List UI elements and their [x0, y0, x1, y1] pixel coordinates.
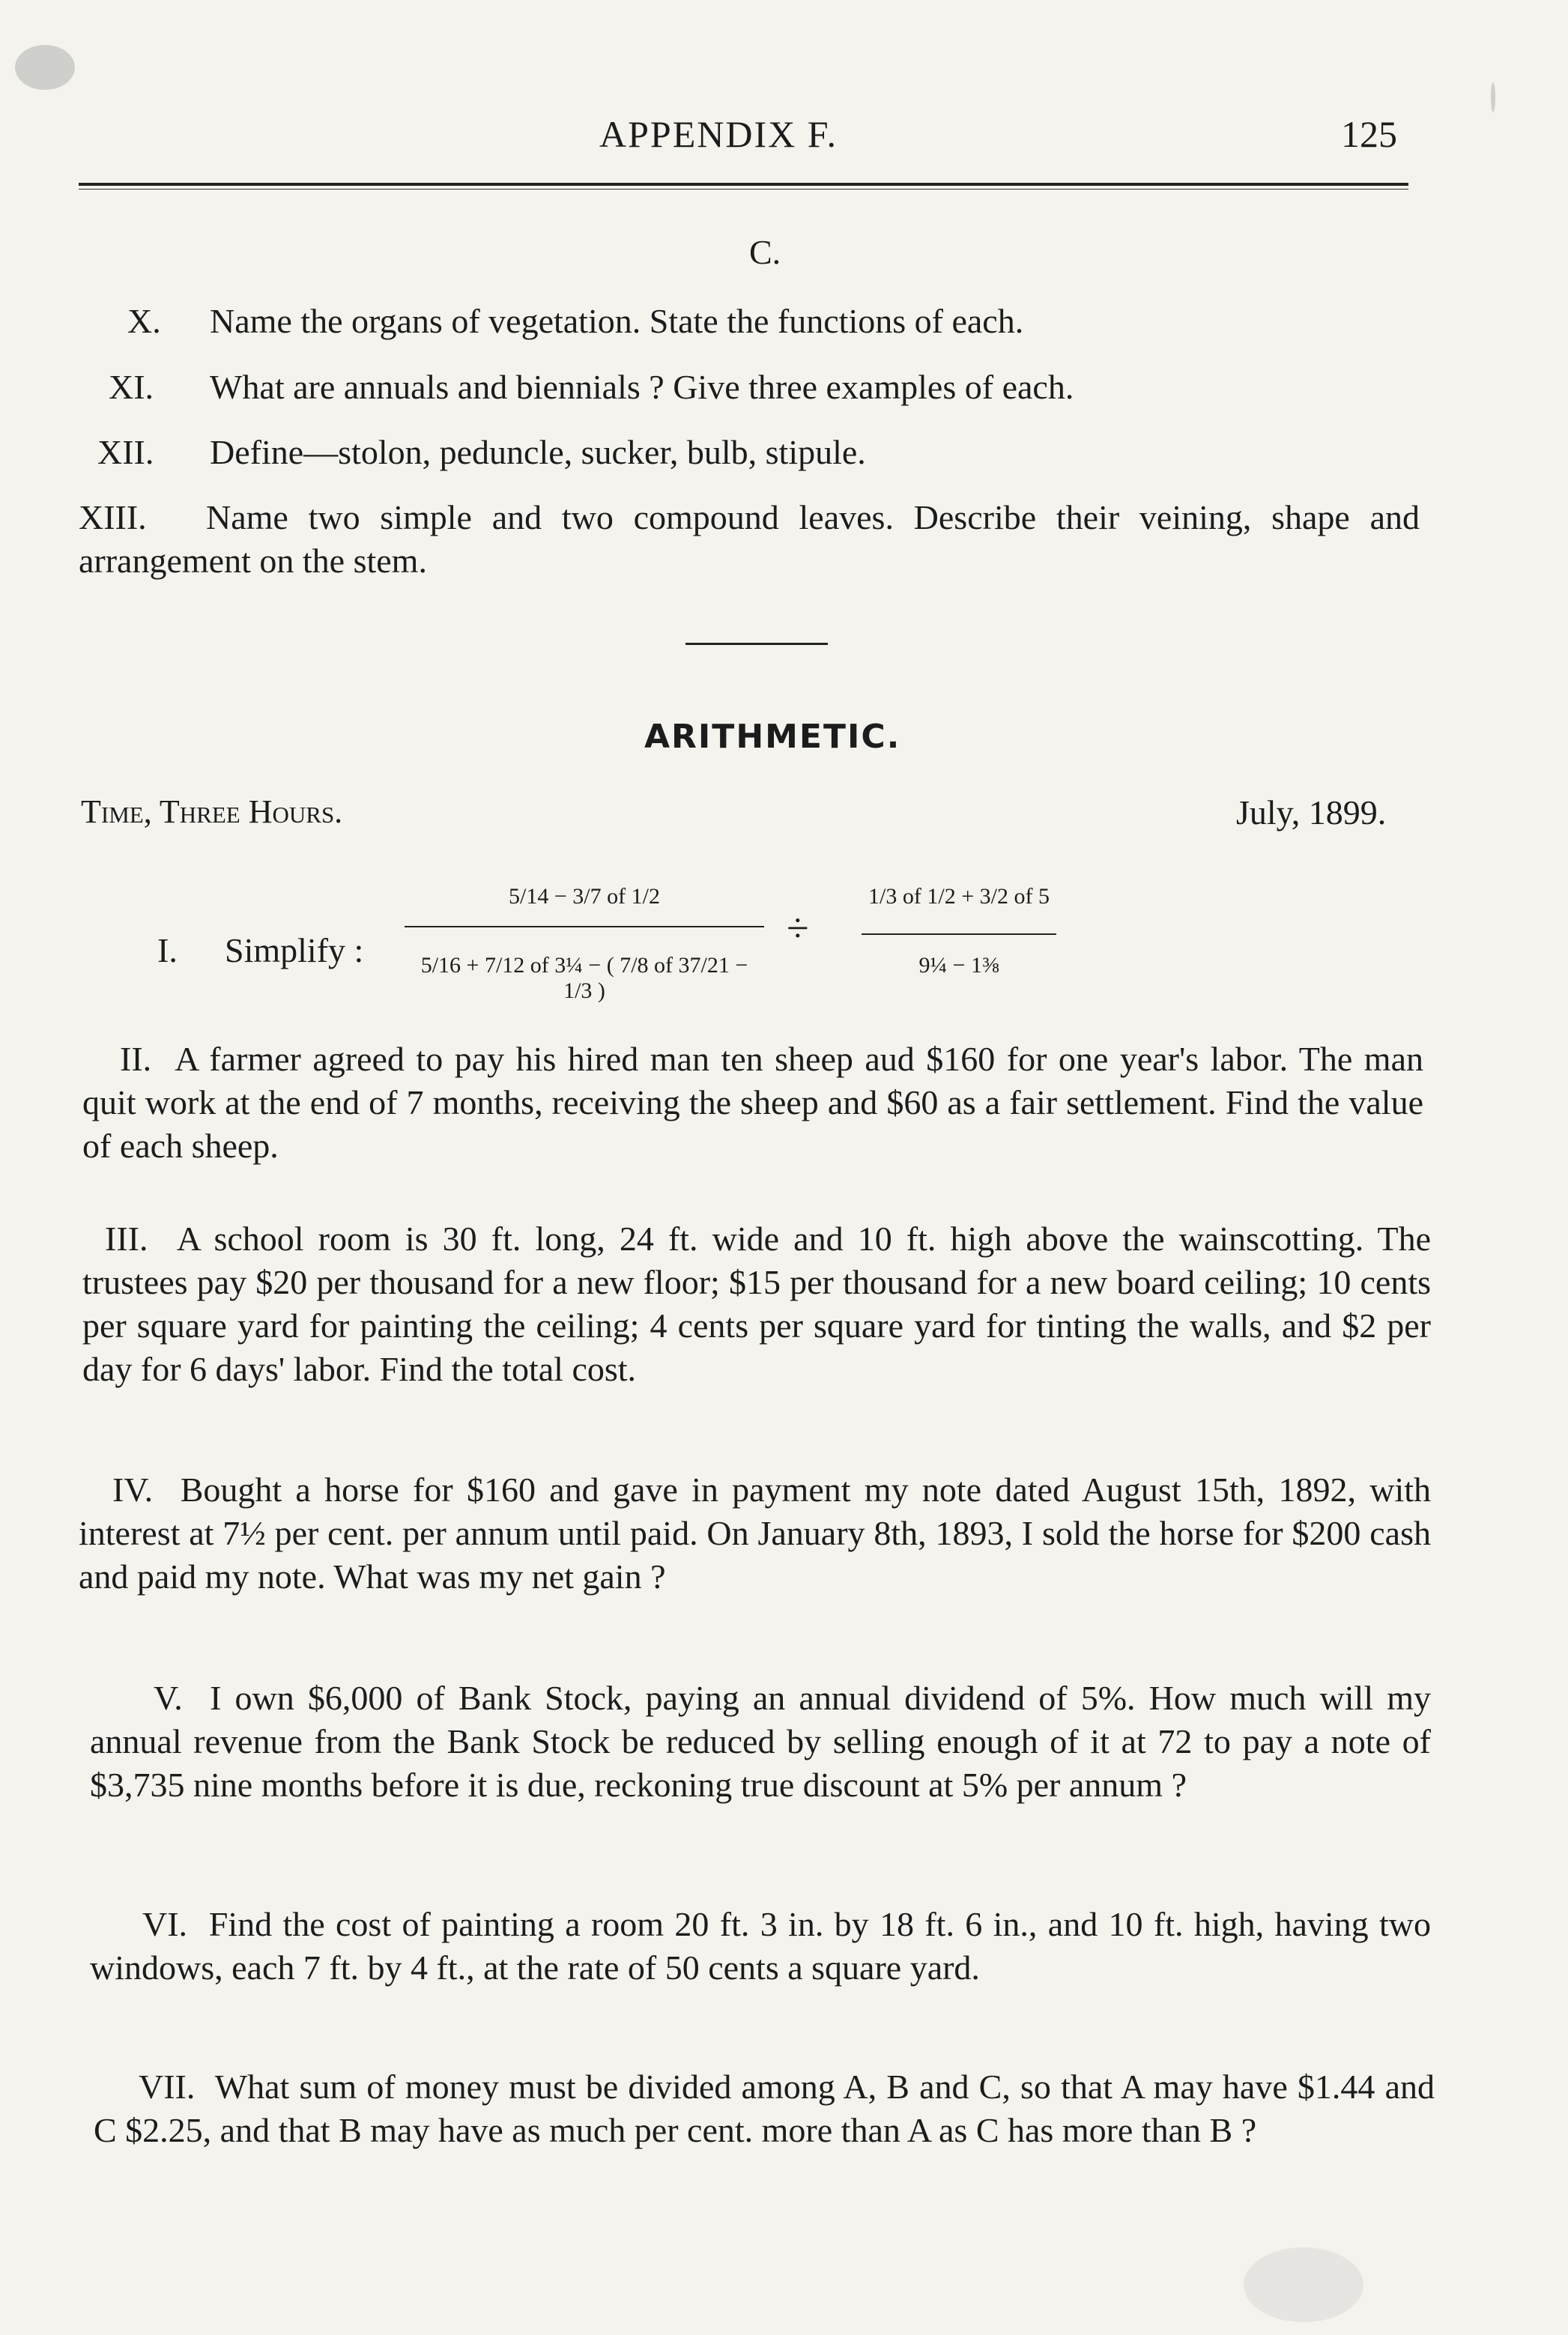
question-text: Find the cost of painting a room 20 ft. 3 in. by 18 ft. 6 in., and 10 ft. high, having two windows, each 7 ft. by 4 ft., at the rate of 50 cents a square yard. [90, 1905, 1431, 1987]
question-iv [79, 1468, 1431, 1599]
fraction-bar [405, 926, 764, 927]
question-number: XII. [97, 433, 154, 471]
question-text: Bought a horse for $160 and gave in payment my note dated August 15th, 1892, with interest at 7½ per cent. per annum until paid. On January 8th, 1893, I sold the horse for $200 cash and paid my note. What was my net gain ? [79, 1471, 1432, 1596]
question-vi [90, 1903, 1431, 1990]
scan-speck [15, 45, 75, 90]
left-numerator: 5/14 − 3/7 of 1/2 [509, 884, 660, 909]
question-xii [97, 431, 1416, 474]
question-number: VII. [139, 2068, 196, 2106]
right-denominator: 9¼ − 1⅜ [918, 953, 999, 978]
time-allowed: Time, Three Hours. [81, 793, 343, 830]
question-v [90, 1677, 1431, 1807]
question-number: VI. [142, 1905, 188, 1943]
section-divider [685, 643, 828, 645]
question-number: II. [120, 1040, 152, 1078]
question-text: What are annuals and biennials ? Give three examples of each. [210, 368, 1074, 406]
question-text: A school room is 30 ft. long, 24 ft. wide and 10 ft. high above the wainscotting. The trustees pay $20 per thousand for a new floor; $15 per thousand for a new board ceiling; 10 cents per square yard for painting the ceiling; 4 cents per square yard for tinting the walls, and $2 per day for 6 days' labor. Find the total cost. [82, 1220, 1432, 1388]
question-number: X. [127, 302, 161, 340]
fraction-bar [862, 933, 1056, 935]
question-xi [109, 366, 1416, 409]
section-title: ARITHMETIC. [644, 718, 901, 756]
right-numerator: 1/3 of 1/2 + 3/2 of 5 [868, 884, 1050, 909]
question-number: V. [154, 1679, 183, 1717]
header-rule-thin [79, 189, 1408, 190]
question-number: IV. [112, 1471, 154, 1509]
question-number: XI. [109, 368, 154, 406]
question-ii [82, 1038, 1423, 1168]
running-header: APPENDIX F. [599, 113, 838, 155]
section-label: C. [749, 233, 781, 271]
question-x [127, 300, 1416, 343]
question-text: Name two simple and two compound leaves. Describe their veining, shape and arrangement on the stem. [79, 498, 1420, 580]
header-rule [79, 183, 1408, 186]
question-vii [94, 2065, 1435, 2152]
question-number: I. [157, 931, 178, 969]
question-text: A farmer agreed to pay his hired man ten sheep aud $160 for one year's labor. The man quit work at the end of 7 months, receiving the sheep and $60 as a fair settlement. Find the value of each sheep. [82, 1040, 1423, 1165]
page-number: 125 [1341, 113, 1397, 155]
question-text: Define—stolon, peduncle, sucker, bulb, stipule. [210, 433, 866, 471]
scan-speck [1491, 82, 1495, 112]
question-iii [82, 1217, 1431, 1391]
question-number: XIII. [79, 498, 147, 536]
scan-speck [1244, 2247, 1363, 2322]
question-number: III. [105, 1220, 148, 1258]
question-text: What sum of money must be divided among A, B and C, so that A may have $1.44 and C $2.25, and that B may have as much per cent. more than A as C has more than B ? [94, 2068, 1435, 2149]
simplify-label: Simplify : [225, 931, 364, 969]
question-xiii [79, 496, 1420, 583]
question-text: I own $6,000 of Bank Stock, paying an annual dividend of 5%. How much will my annual revenue from the Bank Stock be reduced by selling enough of it at 72 to pay a note of $3,735 nine months before it is due, reckoning true discount at 5% per annum ? [90, 1679, 1432, 1804]
question-text: Name the organs of vegetation. State the functions of each. [210, 302, 1024, 340]
exam-date: July, 1899. [1236, 793, 1387, 832]
left-denominator: 5/16 + 7/12 of 3¼ − ( 7/8 of 37/21 − 1/3 ) [420, 953, 748, 1003]
divide-sign: ÷ [787, 906, 809, 951]
